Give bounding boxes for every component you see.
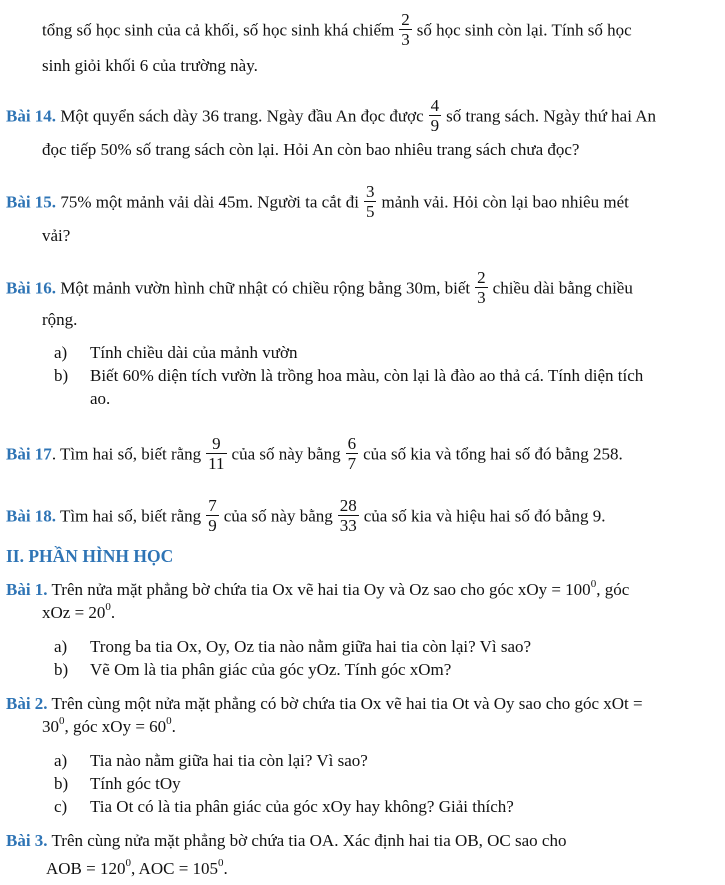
problem-label: Bài 2. (6, 694, 48, 713)
list-item: a) Tia nào nằm giữa hai tia còn lại? Vì sao? (54, 751, 368, 770)
problem-16: Bài 16. Một mảnh vườn hình chữ nhật có chiều rộng bằng 30m, biết $\frac{2}{3}$ chiều dài bằng chiều (6, 268, 633, 307)
list-item: c) Tia Ot có là tia phân giác của góc xOy hay không? Giải thích? (54, 797, 514, 816)
section-heading: II. PHẦN HÌNH HỌC (6, 546, 174, 566)
problem-14: Bài 14. Một quyển sách dày 36 trang. Ngày đầu An đọc được $\frac{4}{9}$ số trang sách. Ngày thứ hai An (6, 96, 657, 135)
fraction: $\frac{28}{33}$ (339, 496, 357, 535)
fraction: $\frac{6}{7}$ (347, 434, 357, 473)
list-item: b) Tính góc tOy (54, 774, 181, 793)
fraction: $\frac{9}{11}$ (208, 434, 225, 473)
geometry-problem-3: Bài 3. Trên cùng nửa mặt phẳng bờ chứa tia OA. Xác định hai tia OB, OC sao cho (6, 831, 567, 850)
problem-14-line-2: đọc tiếp 50% số trang sách còn lại. Hỏi An còn bao nhiêu trang sách chưa đọc? (42, 140, 580, 159)
problem-label: Bài 3. (6, 831, 48, 850)
list-item: a) Tính chiều dài của mảnh vườn (54, 343, 298, 362)
intro-line-1: tổng số học sinh của cả khối, số học sinh khá chiếm $\frac{2}{3}$ số học sinh còn lại. Tính số học (42, 10, 632, 49)
problem-label: Bài 17 (6, 444, 52, 464)
problem-17: Bài 17. Tìm hai số, biết rằng $\frac{9}{11}$ của số này bằng $\frac{6}{7}$ của số kia và tổng hai số đó bằng 258. (6, 434, 623, 473)
geometry-problem-1-line-2: xOz = $20^0$. (42, 601, 116, 622)
fraction: $\frac{2}{3}$ (477, 268, 486, 307)
problem-16-line-2: rộng. (42, 310, 78, 329)
fraction: $\frac{4}{9}$ (430, 96, 440, 135)
geometry-problem-2-line-2: $30^0$, góc xOy = $60^0$. (42, 715, 176, 736)
geometry-problem-2: Bài 2. Trên cùng một nửa mặt phẳng có bờ chứa tia Ox vẽ hai tia Ot và Oy sao cho góc xOt = (6, 694, 643, 713)
list-item: b) Vẽ Om là tia phân giác của góc yOz. Tính góc xOm? (54, 660, 452, 679)
geometry-problem-3-line-2: AOB = $120^0$, AOC = $105^0$. (46, 857, 228, 878)
problem-15: Bài 15. 75% một mảnh vải dài 45m. Người ta cắt đi $\frac{3}{5}$ mảnh vải. Hỏi còn lại bao nhiêu mét (6, 182, 629, 221)
problem-label: Bài 1. (6, 580, 48, 599)
fraction: $\frac{3}{5}$ (365, 182, 375, 221)
intro-line-2: sinh giỏi khối 6 của trường này. (42, 56, 258, 75)
problem-label: Bài 14. (6, 106, 57, 126)
problem-18: Bài 18. Tìm hai số, biết rằng $\frac{7}{9}$ của số này bằng $\frac{28}{33}$ của số kia và hiệu hai số đó bằng 9. (6, 496, 606, 535)
fraction: $\frac{2}{3}$ (401, 10, 410, 49)
problem-label: Bài 15. (6, 192, 57, 212)
list-item: b) Biết 60% diện tích vườn là trồng hoa màu, còn lại là đào ao thả cá. Tính diện tích (54, 366, 644, 385)
list-item: a) Trong ba tia Ox, Oy, Oz tia nào nằm giữa hai tia còn lại? Vì sao? (54, 637, 532, 656)
fraction: $\frac{7}{9}$ (208, 496, 217, 535)
problem-label: Bài 18. (6, 506, 57, 526)
problem-15-line-2: vải? (42, 226, 71, 245)
geometry-problem-1: Bài 1. Trên nửa mặt phẳng bờ chứa tia Ox vẽ hai tia Oy và Oz sao cho góc xOy = $100^0$, góc (6, 578, 630, 599)
problem-label: Bài 16. (6, 278, 57, 298)
list-item-continuation: ao. (90, 389, 111, 408)
